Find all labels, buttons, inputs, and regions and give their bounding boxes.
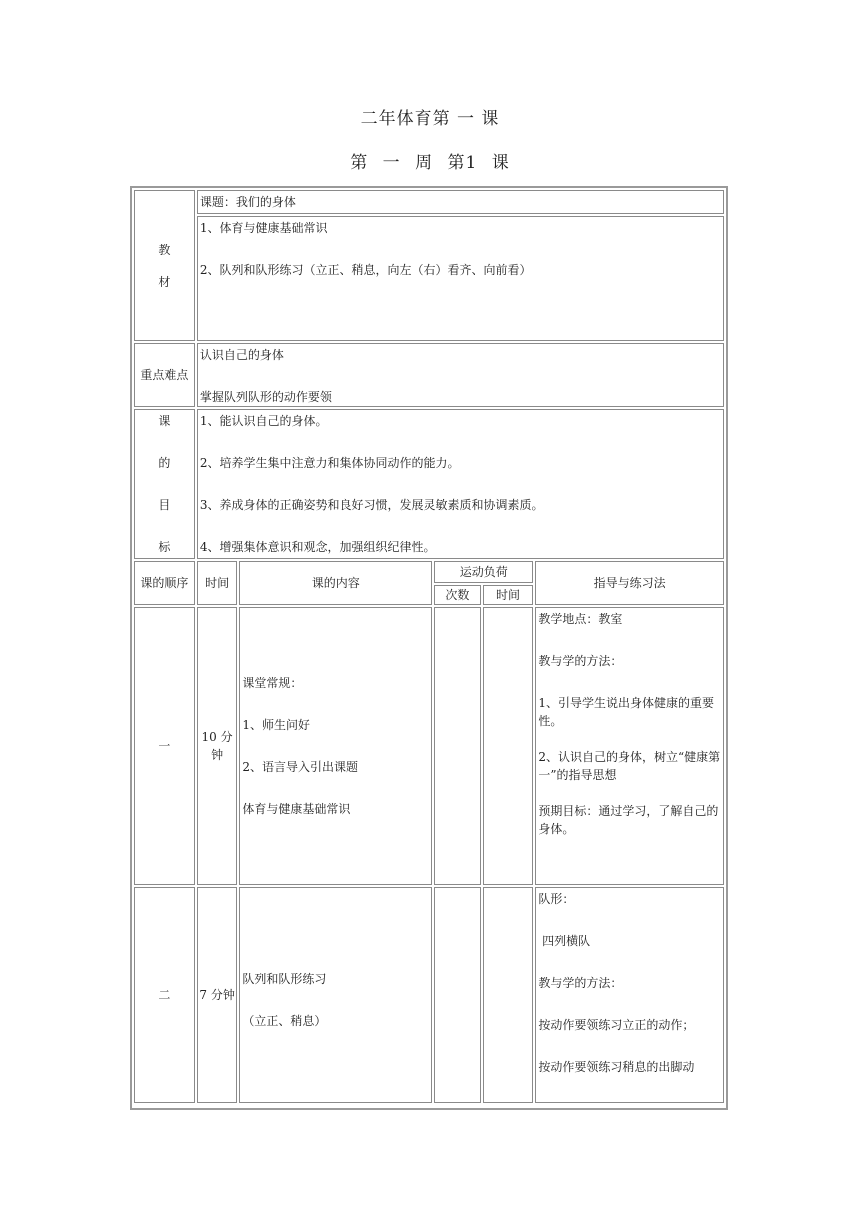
key-point-item: 认识自己的身体 (199, 348, 284, 362)
row-time: 7 分钟 (197, 887, 238, 1103)
header-count: 次数 (434, 585, 481, 605)
content-line: 队列和队形练习 (242, 972, 327, 986)
row-content (239, 887, 432, 1103)
objectives-label (134, 409, 195, 559)
header-load: 运动负荷 (434, 561, 533, 583)
content-line: （立正、稍息） (242, 1014, 327, 1028)
guide-line: 教学地点：教室 (538, 612, 623, 626)
objectives-label-char: 标 (158, 540, 171, 554)
content-line: 体育与健康基础常识 (242, 802, 351, 816)
row-load-time (483, 607, 534, 885)
objective-item: 2、培养学生集中注意力和集体协同动作的能力。 (199, 456, 460, 470)
material-label (134, 190, 195, 341)
content-line: 课堂常规： (242, 676, 303, 690)
lesson-plan-table (132, 188, 726, 1105)
material-item: 1、体育与健康基础常识 (199, 221, 328, 235)
key-points-label: 重点难点 (134, 343, 195, 407)
row-time: 10 分钟 (197, 607, 238, 885)
material-label-char: 材 (158, 274, 171, 289)
header-guide: 指导与练习法 (535, 561, 724, 605)
row-load-time (483, 887, 534, 1103)
table-row (134, 607, 724, 885)
header-content: 课的内容 (239, 561, 432, 605)
row-order: 二 (134, 887, 195, 1103)
guide-line: 按动作要领练习稍息的出脚动 (538, 1060, 695, 1074)
row-guide (535, 887, 724, 1103)
guide-line: 教与学的方法： (538, 976, 623, 990)
guide-line: 教与学的方法： (538, 654, 623, 668)
row-guide (535, 607, 724, 885)
objective-item: 1、能认识自己的身体。 (199, 414, 328, 428)
guide-line: 队形： (538, 892, 575, 906)
guide-line: 四列横队 (538, 934, 591, 948)
guide-line: 2、认识自己的身体，树立“健康第一”的指导思想 (538, 750, 721, 782)
objectives-content (197, 409, 724, 559)
row-count (434, 607, 481, 885)
objectives-label-char: 目 (158, 498, 171, 512)
row-count (434, 887, 481, 1103)
content-line: 1、师生问好 (242, 718, 311, 732)
objective-item: 4、增强集体意识和观念，加强组织纪律性。 (199, 540, 436, 554)
guide-line: 1、引导学生说出身体健康的重要性。 (538, 696, 714, 728)
row-order: 一 (134, 607, 195, 885)
material-label-char: 教 (158, 242, 171, 257)
key-points-content (197, 343, 724, 407)
content-line: 2、语言导入引出课题 (242, 760, 359, 774)
page-subtitle: 第 一 周 第1 课 (350, 153, 510, 173)
objectives-label-char: 的 (158, 456, 171, 470)
table-row (134, 887, 724, 1103)
objectives-label-char: 课 (158, 414, 171, 428)
objective-item: 3、养成身体的正确姿势和良好习惯，发展灵敏素质和协调素质。 (199, 498, 544, 512)
key-point-item: 掌握队列队形的动作要领 (199, 390, 332, 404)
material-item: 2、队列和队形练习（立正、稍息，向左（右）看齐、向前看） (199, 263, 532, 277)
guide-line: 按动作要领练习立正的动作； (538, 1018, 695, 1032)
topic-cell: 课题：我们的身体 (197, 190, 724, 214)
header-time: 时间 (197, 561, 238, 605)
guide-line: 预期目标：通过学习，了解自己的身体。 (538, 804, 719, 836)
material-content (197, 216, 724, 341)
row-content (239, 607, 432, 885)
page-title: 二年体育第 一 课 (360, 109, 500, 129)
header-order: 课的顺序 (134, 561, 195, 605)
header-load-time: 时间 (483, 585, 534, 605)
